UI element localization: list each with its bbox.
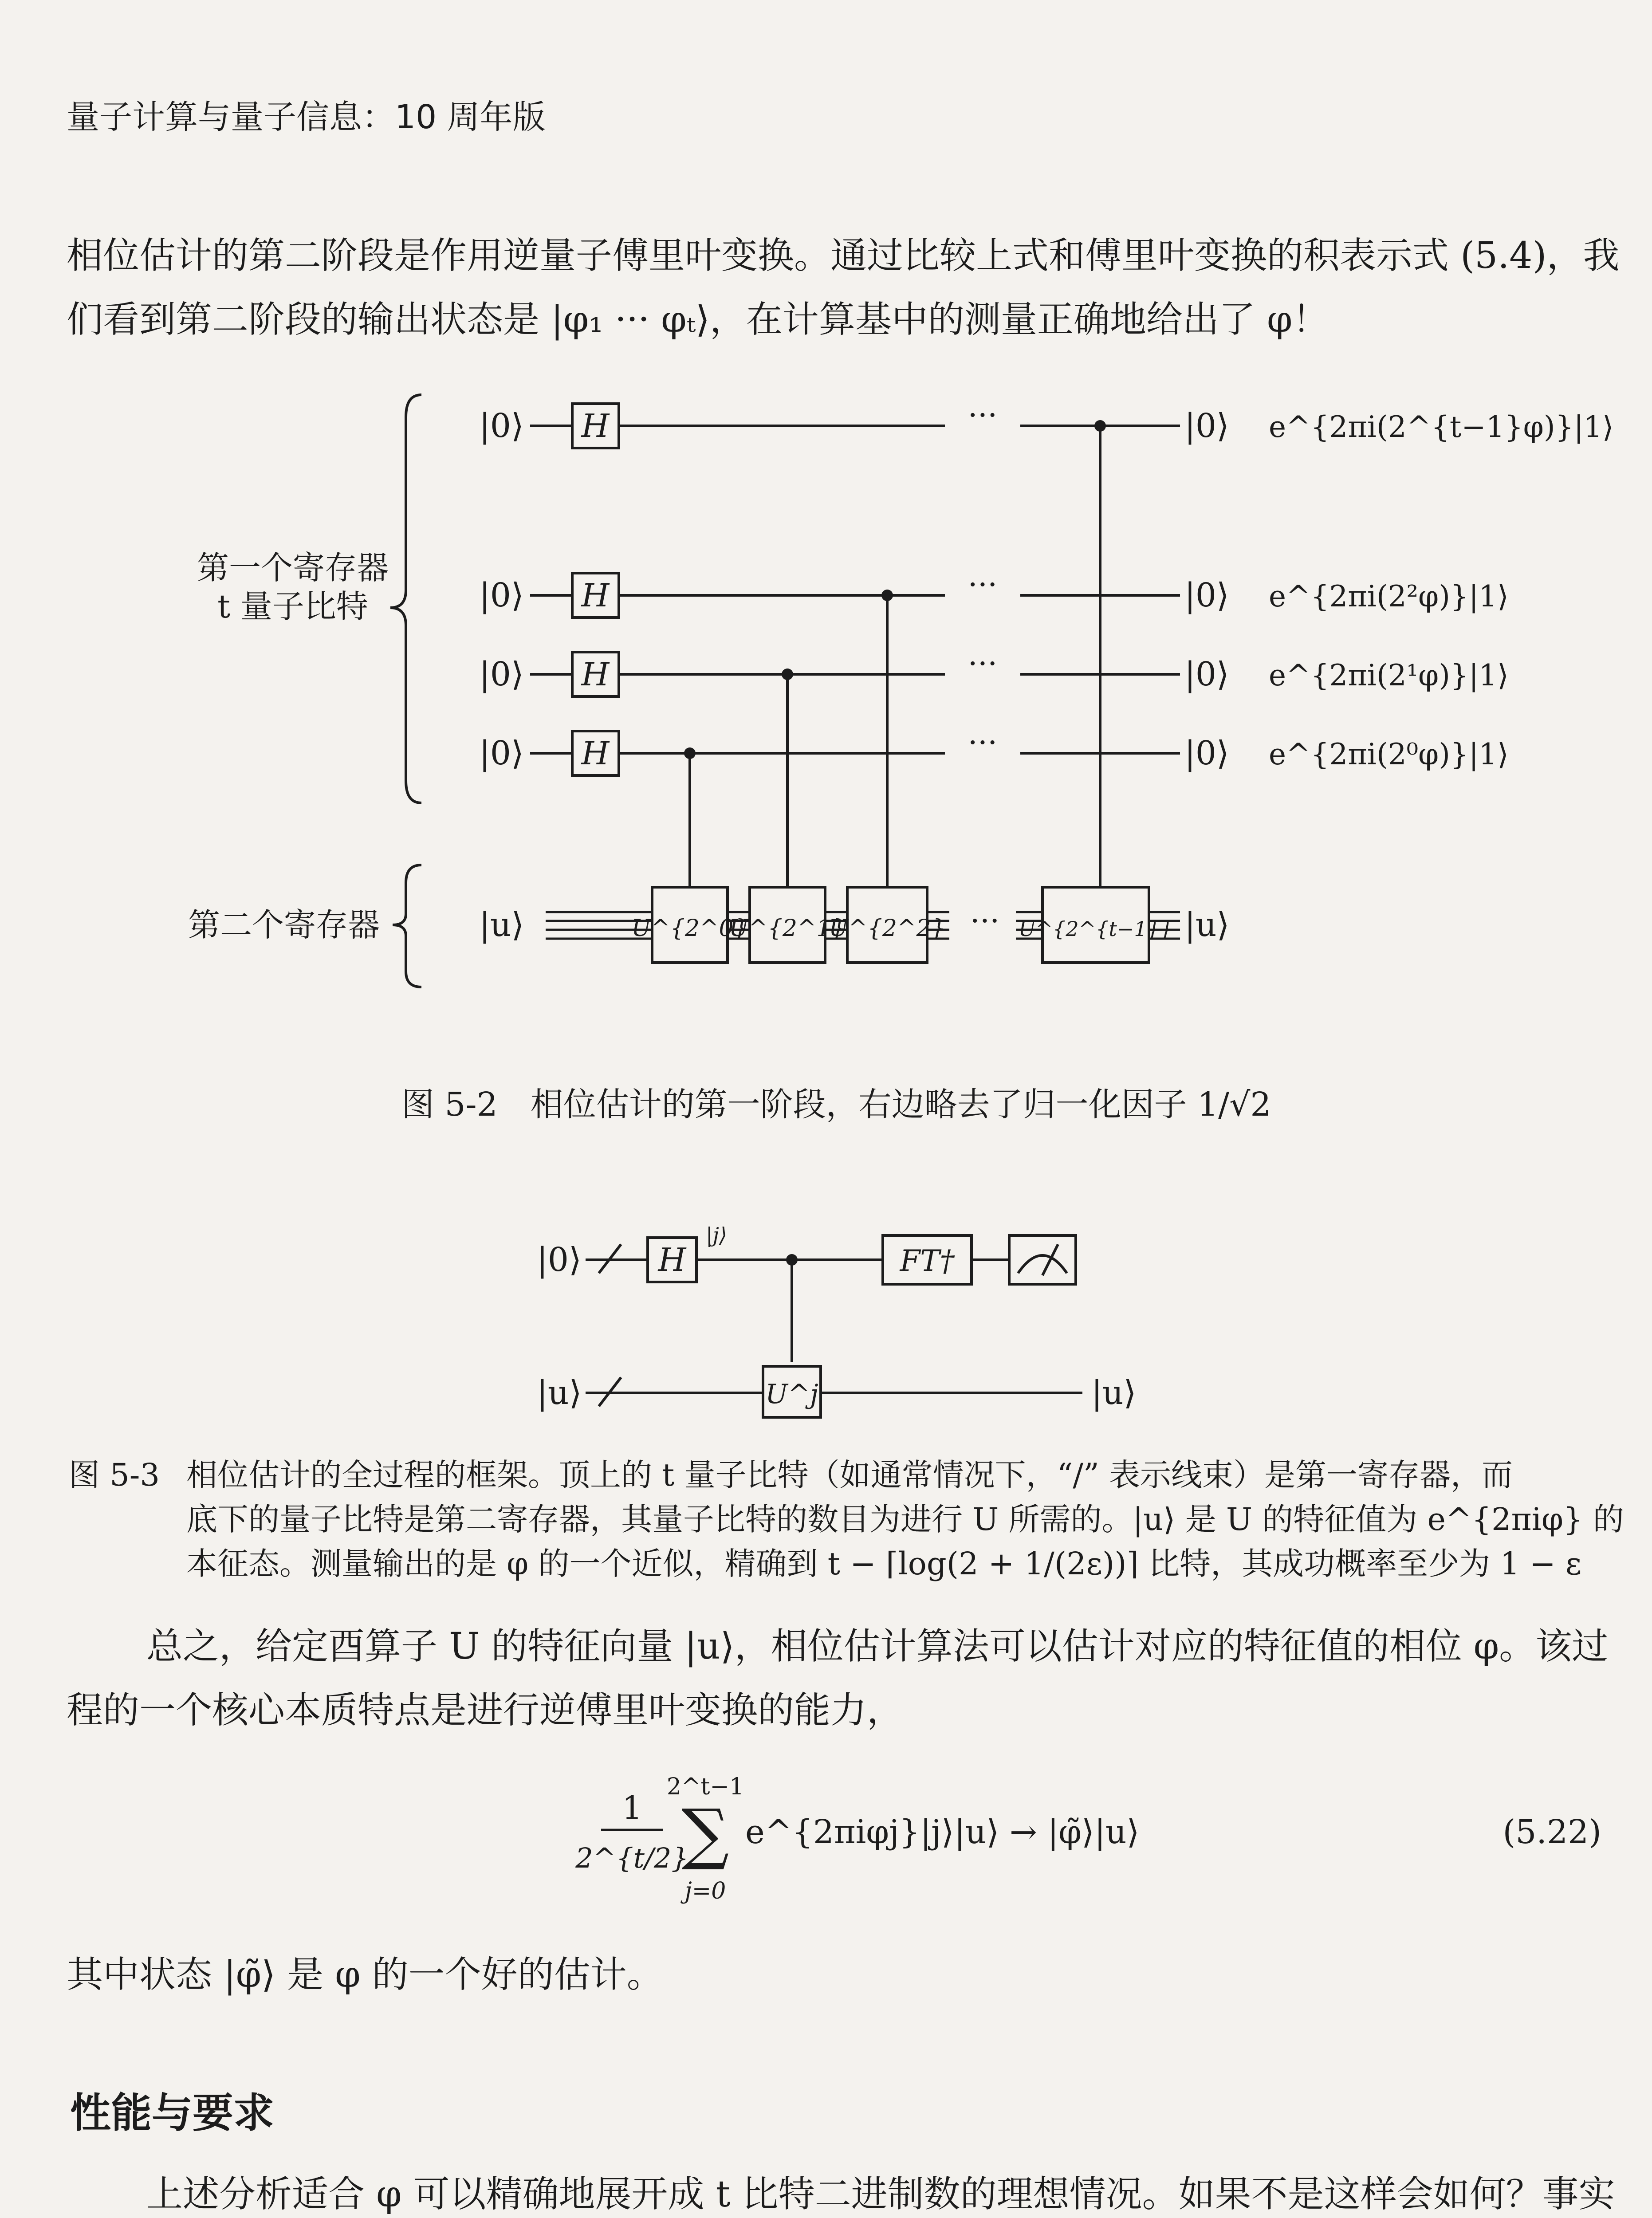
output-ket-u: |u⟩ (1184, 906, 1230, 944)
hadamard-label-2: H (581, 577, 610, 614)
h-label: H (658, 1241, 686, 1278)
hadamard-label-4: H (581, 735, 610, 772)
eq-frac-num: 1 (622, 1789, 642, 1826)
phase-output-1: e^{2πi(2^{t−1}φ)}|1⟩ (1269, 410, 1614, 444)
intro-line-1: 相位估计的第二阶段是作用逆量子傅里叶变换。通过比较上式和傅里叶变换的积表示式 (5.4)，我 (67, 235, 1620, 277)
output-ket-3: |0⟩ (1184, 655, 1229, 693)
input-ket-4: |0⟩ (479, 734, 524, 772)
control-dot (786, 1254, 798, 1266)
input-ket-u: |u⟩ (537, 1374, 582, 1412)
summary-line-1: 总之，给定酉算子 U 的特征向量 |u⟩，相位估计算法可以估计对应的特征值的相位 φ。该过 (146, 1625, 1609, 1667)
ellipsis-1: ··· (968, 397, 998, 433)
input-ket-u: |u⟩ (479, 906, 524, 944)
output-ket-2: |0⟩ (1184, 576, 1229, 614)
performance-paragraph (67, 2163, 1615, 2218)
ellipsis-2: ··· (968, 566, 998, 603)
ellipsis-4: ··· (968, 724, 998, 761)
input-ket-1: |0⟩ (479, 407, 524, 445)
measurement-box (1009, 1235, 1076, 1284)
phase-output-2: e^{2πi(2²φ)}|1⟩ (1269, 579, 1509, 613)
eq-sigma: ∑ (681, 1795, 729, 1872)
register1-label-2: t 量子比特 (217, 588, 368, 625)
register1-label-1: 第一个寄存器 (197, 549, 389, 586)
u-gate-label-t-1: U^{2^{t−1}} (1018, 917, 1173, 941)
u-gate-label-0: U^{2^0} (631, 915, 748, 942)
output-ket-1: |0⟩ (1184, 407, 1229, 445)
u-gate-label-2: U^{2^2} (829, 915, 946, 942)
input-ket-2: |0⟩ (479, 576, 524, 614)
input-ket-3: |0⟩ (479, 655, 524, 693)
equation-5-22 (0, 1770, 1652, 1916)
output-ket-4: |0⟩ (1184, 734, 1229, 772)
hadamard-label-1: H (581, 407, 610, 444)
figure-5-2-circuit (0, 381, 1652, 1011)
eq-sum-upper: 2^t−1 (666, 1774, 744, 1800)
caption-line-2: 底下的量子比特是第二寄存器，其量子比特的数目为进行 U 所需的。|u⟩ 是 U 的特征值为 e^{2πiφ} 的 (186, 1501, 1624, 1538)
output-ket-u: |u⟩ (1091, 1374, 1137, 1412)
eq-frac-den: 2^{t/2} (575, 1842, 689, 1874)
phase-output-4: e^{2πi(2⁰φ)}|1⟩ (1269, 737, 1509, 771)
intro-line-2: 们看到第二阶段的输出状态是 |φ₁ ··· φₜ⟩，在计算基中的测量正确地给出了 φ！ (67, 299, 1329, 341)
input-ket-0: |0⟩ (537, 1241, 582, 1279)
register2-label: 第二个寄存器 (188, 906, 380, 944)
phase-output-3: e^{2πi(2¹φ)}|1⟩ (1269, 658, 1509, 692)
intro-paragraph (67, 224, 1620, 352)
summary-line-2: 程的一个核心本质特点是进行逆傅里叶变换的能力， (67, 1689, 904, 1731)
hadamard-label-3: H (581, 656, 610, 693)
ft-label: FT† (900, 1244, 955, 1278)
register2-brace (393, 865, 421, 987)
ellipsis-5: ··· (970, 903, 1000, 939)
figure-5-3-circuit (0, 1198, 1652, 1446)
perf-line-1: 上述分析适合 φ 可以精确地展开成 t 比特二进制数的理想情况。如果不是这样会如何？事实 (146, 2173, 1615, 2215)
u-gate-label-1: U^{2^1} (729, 915, 846, 942)
after-eq-line-1: 其中状态 |φ̃⟩ 是 φ 的一个好的估计。 (67, 1954, 663, 1996)
summary-paragraph (67, 1615, 1609, 1742)
figure-5-3-caption-number: 图 5-3 (69, 1457, 160, 1493)
running-header: 量子计算与量子信息：10 周年版 (67, 98, 546, 136)
j-label: |j⟩ (706, 1223, 727, 1247)
control-dot-t-1 (1094, 420, 1106, 432)
eq-body: e^{2πiφj}|j⟩|u⟩ → |φ̃⟩|u⟩ (745, 1813, 1140, 1851)
control-dot-0 (684, 747, 696, 759)
eq-sum-lower: j=0 (684, 1878, 726, 1904)
control-dot-2 (881, 590, 893, 601)
caption-line-1: 相位估计的全过程的框架。顶上的 t 量子比特（如通常情况下，“/” 表示线束）是第一寄存器，而 (186, 1457, 1513, 1493)
ellipsis-3: ··· (968, 645, 998, 682)
measurement-arc (1018, 1255, 1067, 1273)
register1-brace (390, 395, 421, 803)
figure-5-2-caption: 图 5-2 相位估计的第一阶段，右边略去了归一化因子 1/√2 (401, 1085, 1271, 1124)
eq-number: (5.22) (1503, 1813, 1601, 1851)
section-heading: 性能与要求 (70, 2089, 275, 2137)
after-equation-paragraph (67, 1943, 1606, 2007)
figure-5-3-caption (186, 1453, 1624, 1586)
control-dot-1 (782, 669, 793, 680)
caption-line-3: 本征态。测量输出的是 φ 的一个近似，精确到 t − ⌈log(2 + 1/(2ε))⌉ 比特，其成功概率至少为 1 − ε (186, 1546, 1582, 1582)
uj-label: U^j (765, 1379, 818, 1410)
